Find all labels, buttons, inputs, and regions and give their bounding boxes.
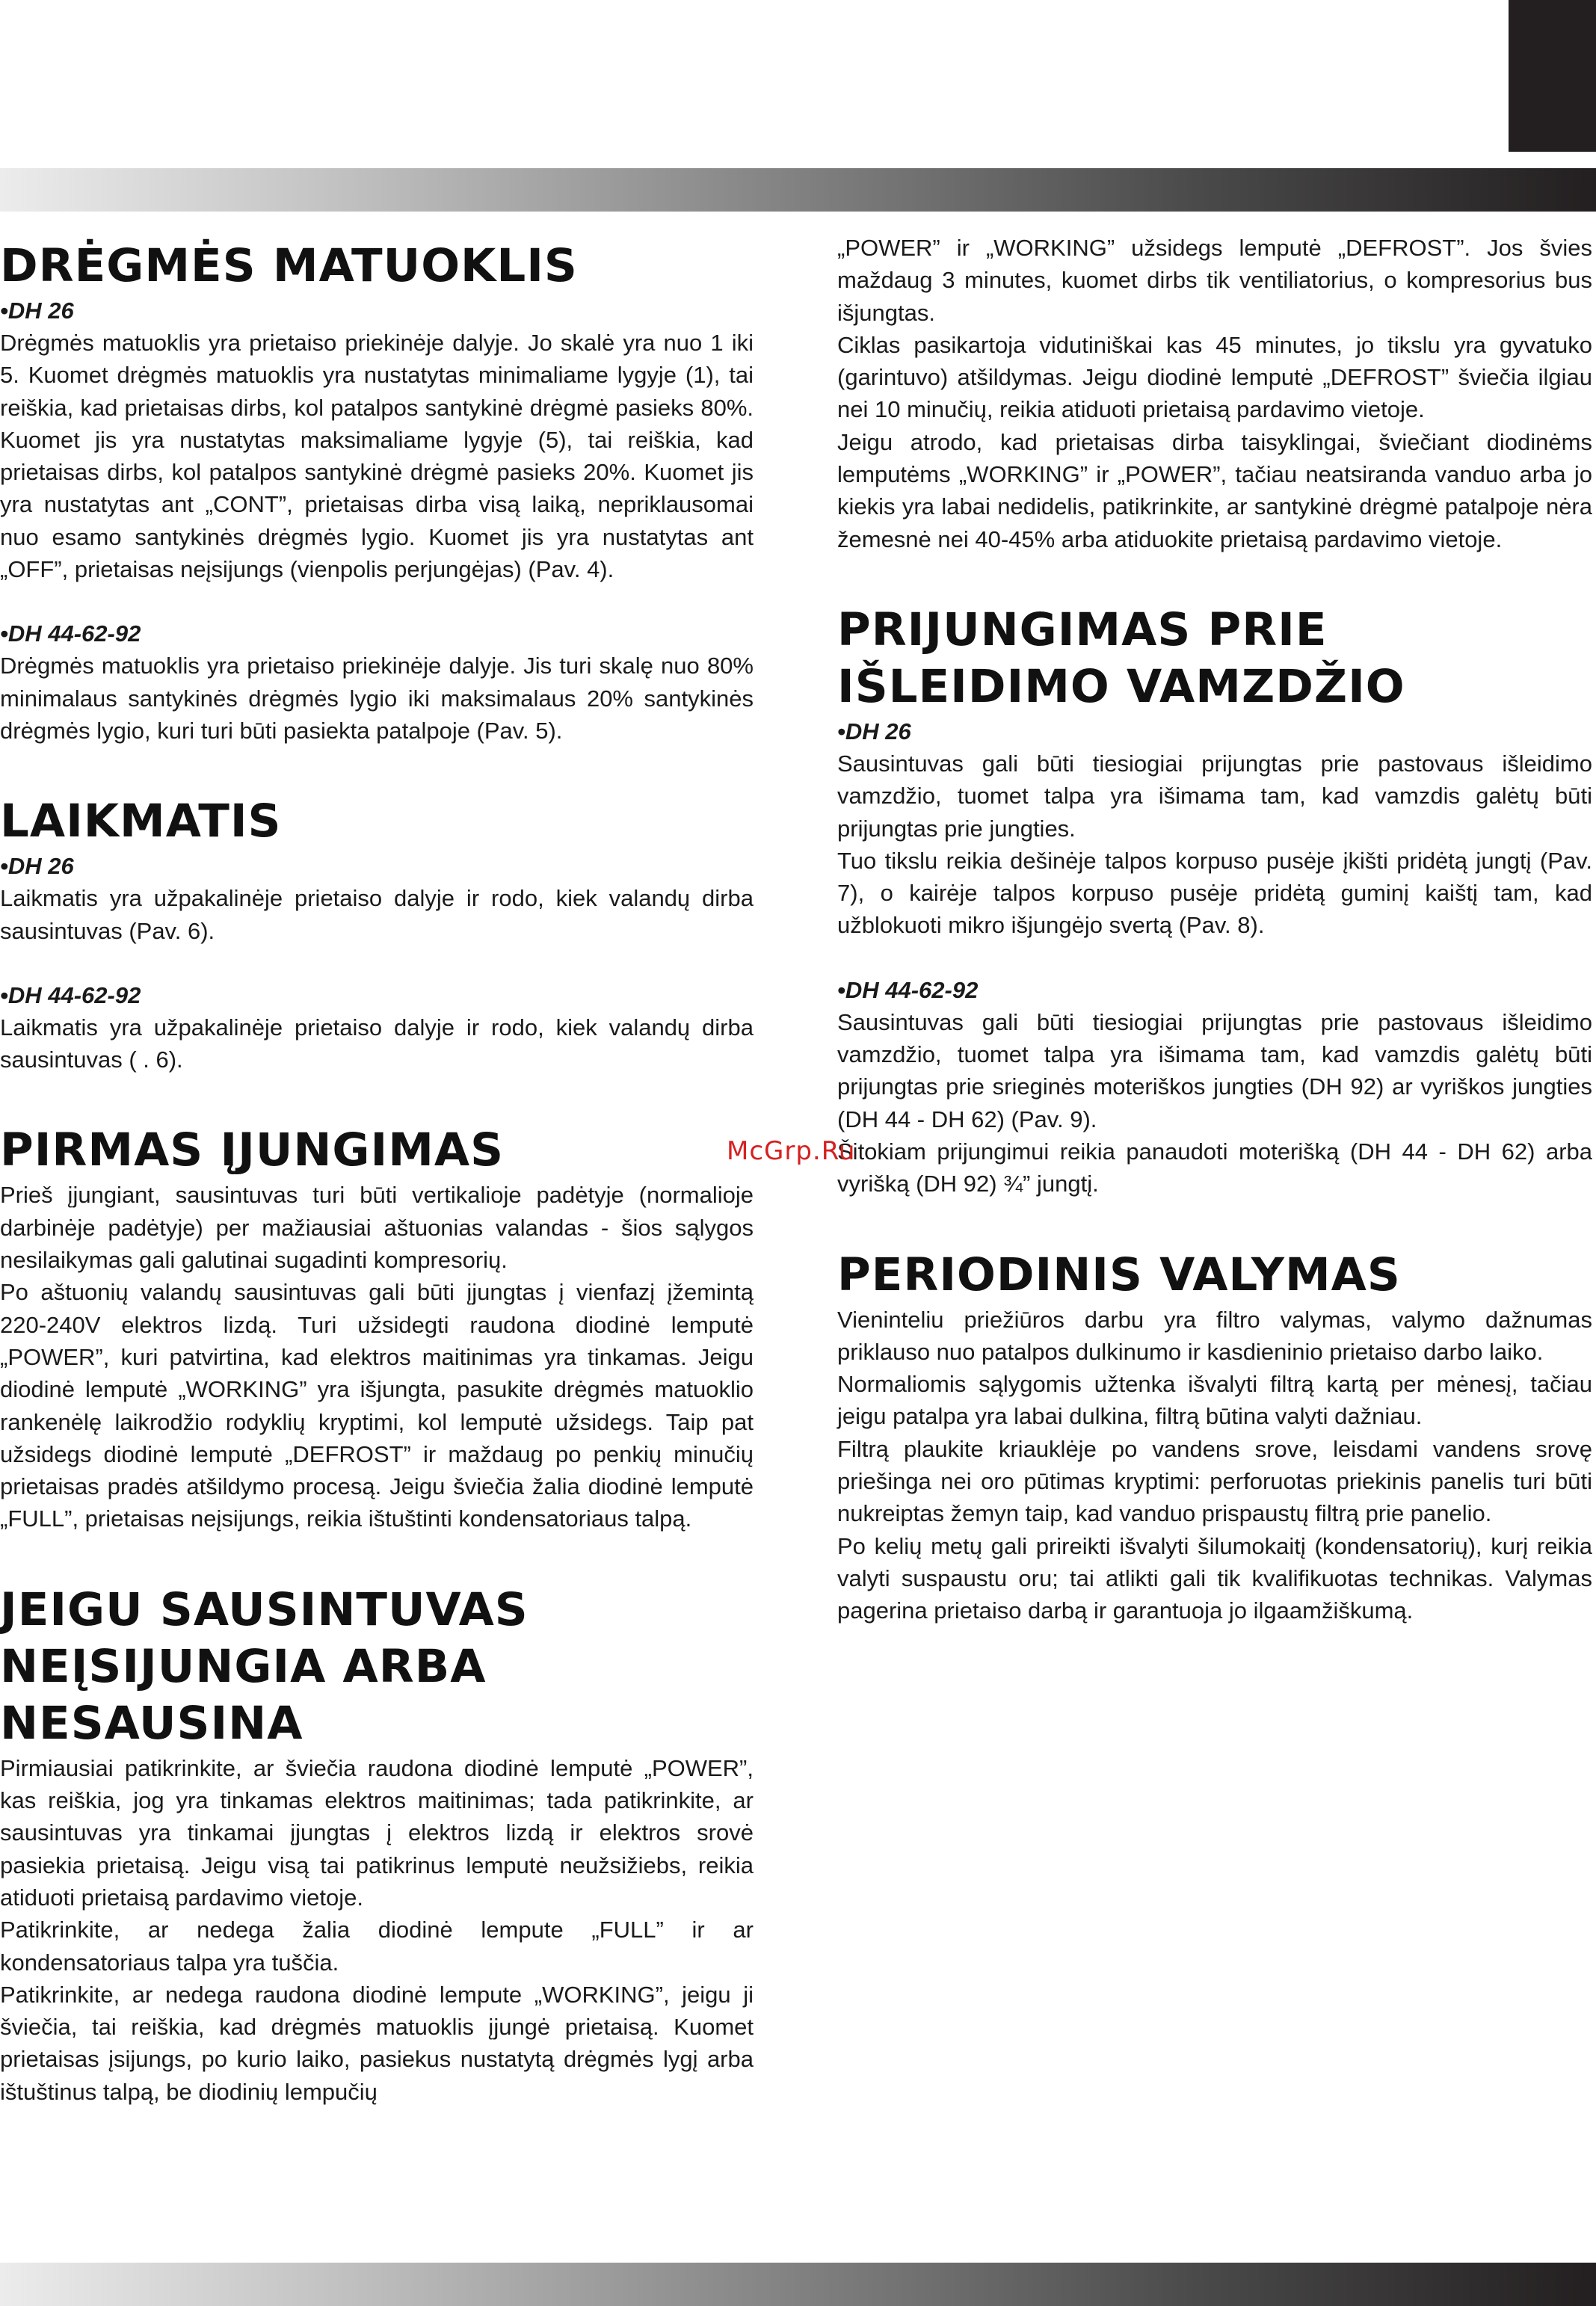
- model-label-dh26: •DH 26: [837, 718, 911, 744]
- paragraph-troubleshooting-1: Pirmiausiai patikrinkite, ar šviečia raudona diodinė lemputė „POWER”, kas reiškia, jog yra tinkamas elektros maitinimas; tada patikrinkite, ar sausintuvas yra tinkamai įjungtas į elektros lizdą ir elektros srovė pasiekia prietaisą. Jeigu visą tai patikrinus lemputė neužsižiebs, reikia atiduoti prietaisą pardavimo vietoje.: [0, 1754, 754, 1911]
- header-gradient-band: [0, 168, 1596, 212]
- title-line: NEĮSIJUNGIA ARBA: [0, 1639, 487, 1693]
- corner-tab-block: [1509, 0, 1596, 152]
- right-column: [837, 232, 1592, 1627]
- paragraph-cleaning-1: Vieninteliu priežiūros darbu yra filtro valymas, valymo dažnumas priklauso nuo patalpos dulkinumo ir kasdieninio prietaiso darbo laiko.: [837, 1306, 1592, 1365]
- model-label-dh44-62-92: •DH 44-62-92: [0, 620, 141, 647]
- title-line: JEIGU SAUSINTUVAS: [0, 1582, 529, 1636]
- model-label-dh44-62-92: •DH 44-62-92: [0, 981, 141, 1008]
- paragraph-humidity-dh44: Drėgmės matuoklis yra prietaiso priekinėje dalyje. Jis turi skalę nuo 80% minimalaus santykinės drėgmės lygio iki maksimalaus 20% santykinės drėgmės lygio, kuri turi būti pasiekta patalpoje (Pav. 5).: [0, 653, 754, 744]
- paragraph-cleaning-3: Filtrą plaukite kriauklėje po vandens srove, leisdami vandens srovę priešinga nei oro pūtimas kryptimi: perforuotas priekinis panelis turi būti nukreiptas žemyn taip, kad vanduo prispaustų filtrą prie panelio.: [837, 1435, 1592, 1527]
- paragraph-timer-dh44: Laikmatis yra užpakalinėje prietaiso dalyje ir rodo, kiek valandų dirba sausintuvas ( . 6).: [0, 1014, 754, 1073]
- model-label-dh26: •DH 26: [0, 853, 74, 880]
- paragraph-first-start-1: Prieš įjungiant, sausintuvas turi būti vertikalioje padėtyje (normalioje darbinėje padėtyje) per mažiausiai aštuonias valandas - šios sąlygos nesilaikymas gali galutinai sugadinti kompresorių.: [0, 1182, 754, 1274]
- paragraph-continued-2: Ciklas pasikartoja vidutiniškai kas 45 minutes, jo tikslu yra gyvatuko (garintuvo) atšildymas. Jeigu diodinė lemputė „DEFROST” šviečia ilgiau nei 10 minučių, reikia atiduoti prietaisą pardavimo vietoje.: [837, 331, 1592, 423]
- paragraph-drain-dh44-2: Šitokiam prijungimui reikia panaudoti moterišką (DH 44 - DH 62) arba vyrišką (DH 92) ¾” jungtį.: [837, 1138, 1592, 1197]
- watermark-text: McGrp.Ru: [727, 1136, 856, 1166]
- paragraph-cleaning-2: Normaliomis sąlygomis užtenka išvalyti filtrą kartą per mėnesį, tačiau jeigu patalpa yra labai dulkina, filtrą būtina valyti dažniau.: [837, 1371, 1592, 1430]
- section-title-periodic-cleaning: PERIODINIS VALYMAS: [837, 1248, 1401, 1301]
- footer-gradient-band: [0, 2263, 1596, 2306]
- paragraph-timer-dh26: Laikmatis yra užpakalinėje prietaiso dalyje ir rodo, kiek valandų dirba sausintuvas (Pav. 6).: [0, 885, 754, 944]
- section-title-humidity-meter: DRĖGMĖS MATUOKLIS: [0, 239, 578, 292]
- paragraph-troubleshooting-3: Patikrinkite, ar nedega raudona diodinė lempute „WORKING”, jeigu ji šviečia, tai reiškia, kad drėgmės matuoklis įjungė prietaisą. Kuomet prietaisas įsijungs, po kurio laiko, pasiekus nustatytą drėgmės lygį arba ištuštinus talpą, be diodinių lempučių: [0, 1981, 754, 2105]
- title-line: NESAUSINA: [0, 1696, 304, 1750]
- model-label-dh44-62-92: •DH 44-62-92: [837, 976, 979, 1003]
- section-title-first-start: PIRMAS ĮJUNGIMAS: [0, 1123, 505, 1177]
- left-column: [0, 238, 754, 2108]
- paragraph-continued-1: „POWER” ir „WORKING” užsidegs lemputė „DEFROST”. Jos švies maždaug 3 minutes, kuomet dirbs tik ventiliatorius, o kompresorius bus išjungtas.: [837, 235, 1592, 326]
- model-label-dh26: •DH 26: [0, 298, 74, 324]
- section-title-troubleshooting: [0, 1582, 754, 1752]
- title-line: IŠLEIDIMO VAMZDŽIO: [837, 659, 1405, 713]
- paragraph-troubleshooting-2: Patikrinkite, ar nedega žalia diodinė lempute „FULL” ir ar kondensatoriaus talpa yra tuščia.: [0, 1917, 754, 1976]
- paragraph-drain-dh44-1: Sausintuvas gali būti tiesiogiai prijungtas prie pastovaus išleidimo vamzdžio, tuomet talpa yra išimama tam, kad vamzdis galėtų būti prijungtas prie srieginės moteriškos jungties (DH 92) ar vyriškos jungties (DH 44 - DH 62) (Pav. 9).: [837, 1008, 1592, 1132]
- section-title-drain-connection: [837, 602, 1592, 715]
- paragraph-first-start-2: Po aštuonių valandų sausintuvas gali būti įjungtas į vienfazį įžemintą 220-240V elektros lizdą. Turi užsidegti raudona diodinė lemputė „POWER”, kuri patvirtina, kad elektros maitinimas yra tinkamas. Jeigu diodinė lemputė „WORKING” yra išjungta, pasukite drėgmės matuoklio rankenėlę laikrodžio rodyklių kryptimi, kol lemputė užsidegs. Taip pat užsidegs diodinė lemputė „DEFROST” ir maždaug po penkių minučių prietaisas pradės atšildymo procesą. Jeigu šviečia žalia diodinė lemputė „FULL”, prietaisas neįsijungs, reikia ištuštinti kondensatoriaus talpą.: [0, 1279, 754, 1532]
- section-title-timer: LAIKMATIS: [0, 795, 282, 848]
- paragraph-drain-dh26-1: Sausintuvas gali būti tiesiogiai prijungtas prie pastovaus išleidimo vamzdžio, tuomet talpa yra išimama tam, kad vamzdis galėtų būti prijungtas prie jungties.: [837, 750, 1592, 842]
- title-line: PRIJUNGIMAS PRIE: [837, 602, 1328, 656]
- paragraph-humidity-dh26: Drėgmės matuoklis yra prietaiso priekinėje dalyje. Jo skalė yra nuo 1 iki 5. Kuomet drėgmės matuoklis yra nustatytas minimaliame lygyje (1), tai reiškia, kad prietaisas dirbs, kol patalpos santykinė drėgmė pasieks 80%. Kuomet jis yra nustatytas maksimaliame lygyje (5), tai reiškia, kad prietaisas dirbs, kol patalpos santykinė drėgmė pasieks 20%. Kuomet jis yra nustatytas ant „CONT”, prietaisas dirba visą laiką, nepriklausomai nuo esamo santykinės drėgmės lygio. Kuomet jis yra nustatytas ant „OFF”, prietaisas neįsijungs (vienpolis perjungėjas) (Pav. 4).: [0, 330, 754, 583]
- paragraph-drain-dh26-2: Tuo tikslu reikia dešinėje talpos korpuso pusėje įkišti pridėtą jungtį (Pav. 7), o kairėje talpos korpuso pusėje pridėtą guminį kaištį tam, kad užblokuoti mikro išjungėjo svertą (Pav. 8).: [837, 847, 1592, 939]
- paragraph-cleaning-4: Po kelių metų gali prireikti išvalyti šilumokaitį (kondensatorių), kurį reikia valyti suspaustu oru; tai atlikti gali tik kvalifikuotas technikas. Valymas pagerina prietaiso darbą ir garantuoja jo ilgaamžiškumą.: [837, 1532, 1592, 1624]
- paragraph-continued-3: Jeigu atrodo, kad prietaisas dirba taisyklingai, šviečiant diodinėms lemputėms „WORKING” ir „POWER”, tačiau neatsiranda vanduo arba jo kiekis yra labai nedidelis, patikrinkite, ar santykinė drėgmė patalpoje nėra žemesnė nei 40-45% arba atiduokite prietaisą pardavimo vietoje.: [837, 428, 1592, 552]
